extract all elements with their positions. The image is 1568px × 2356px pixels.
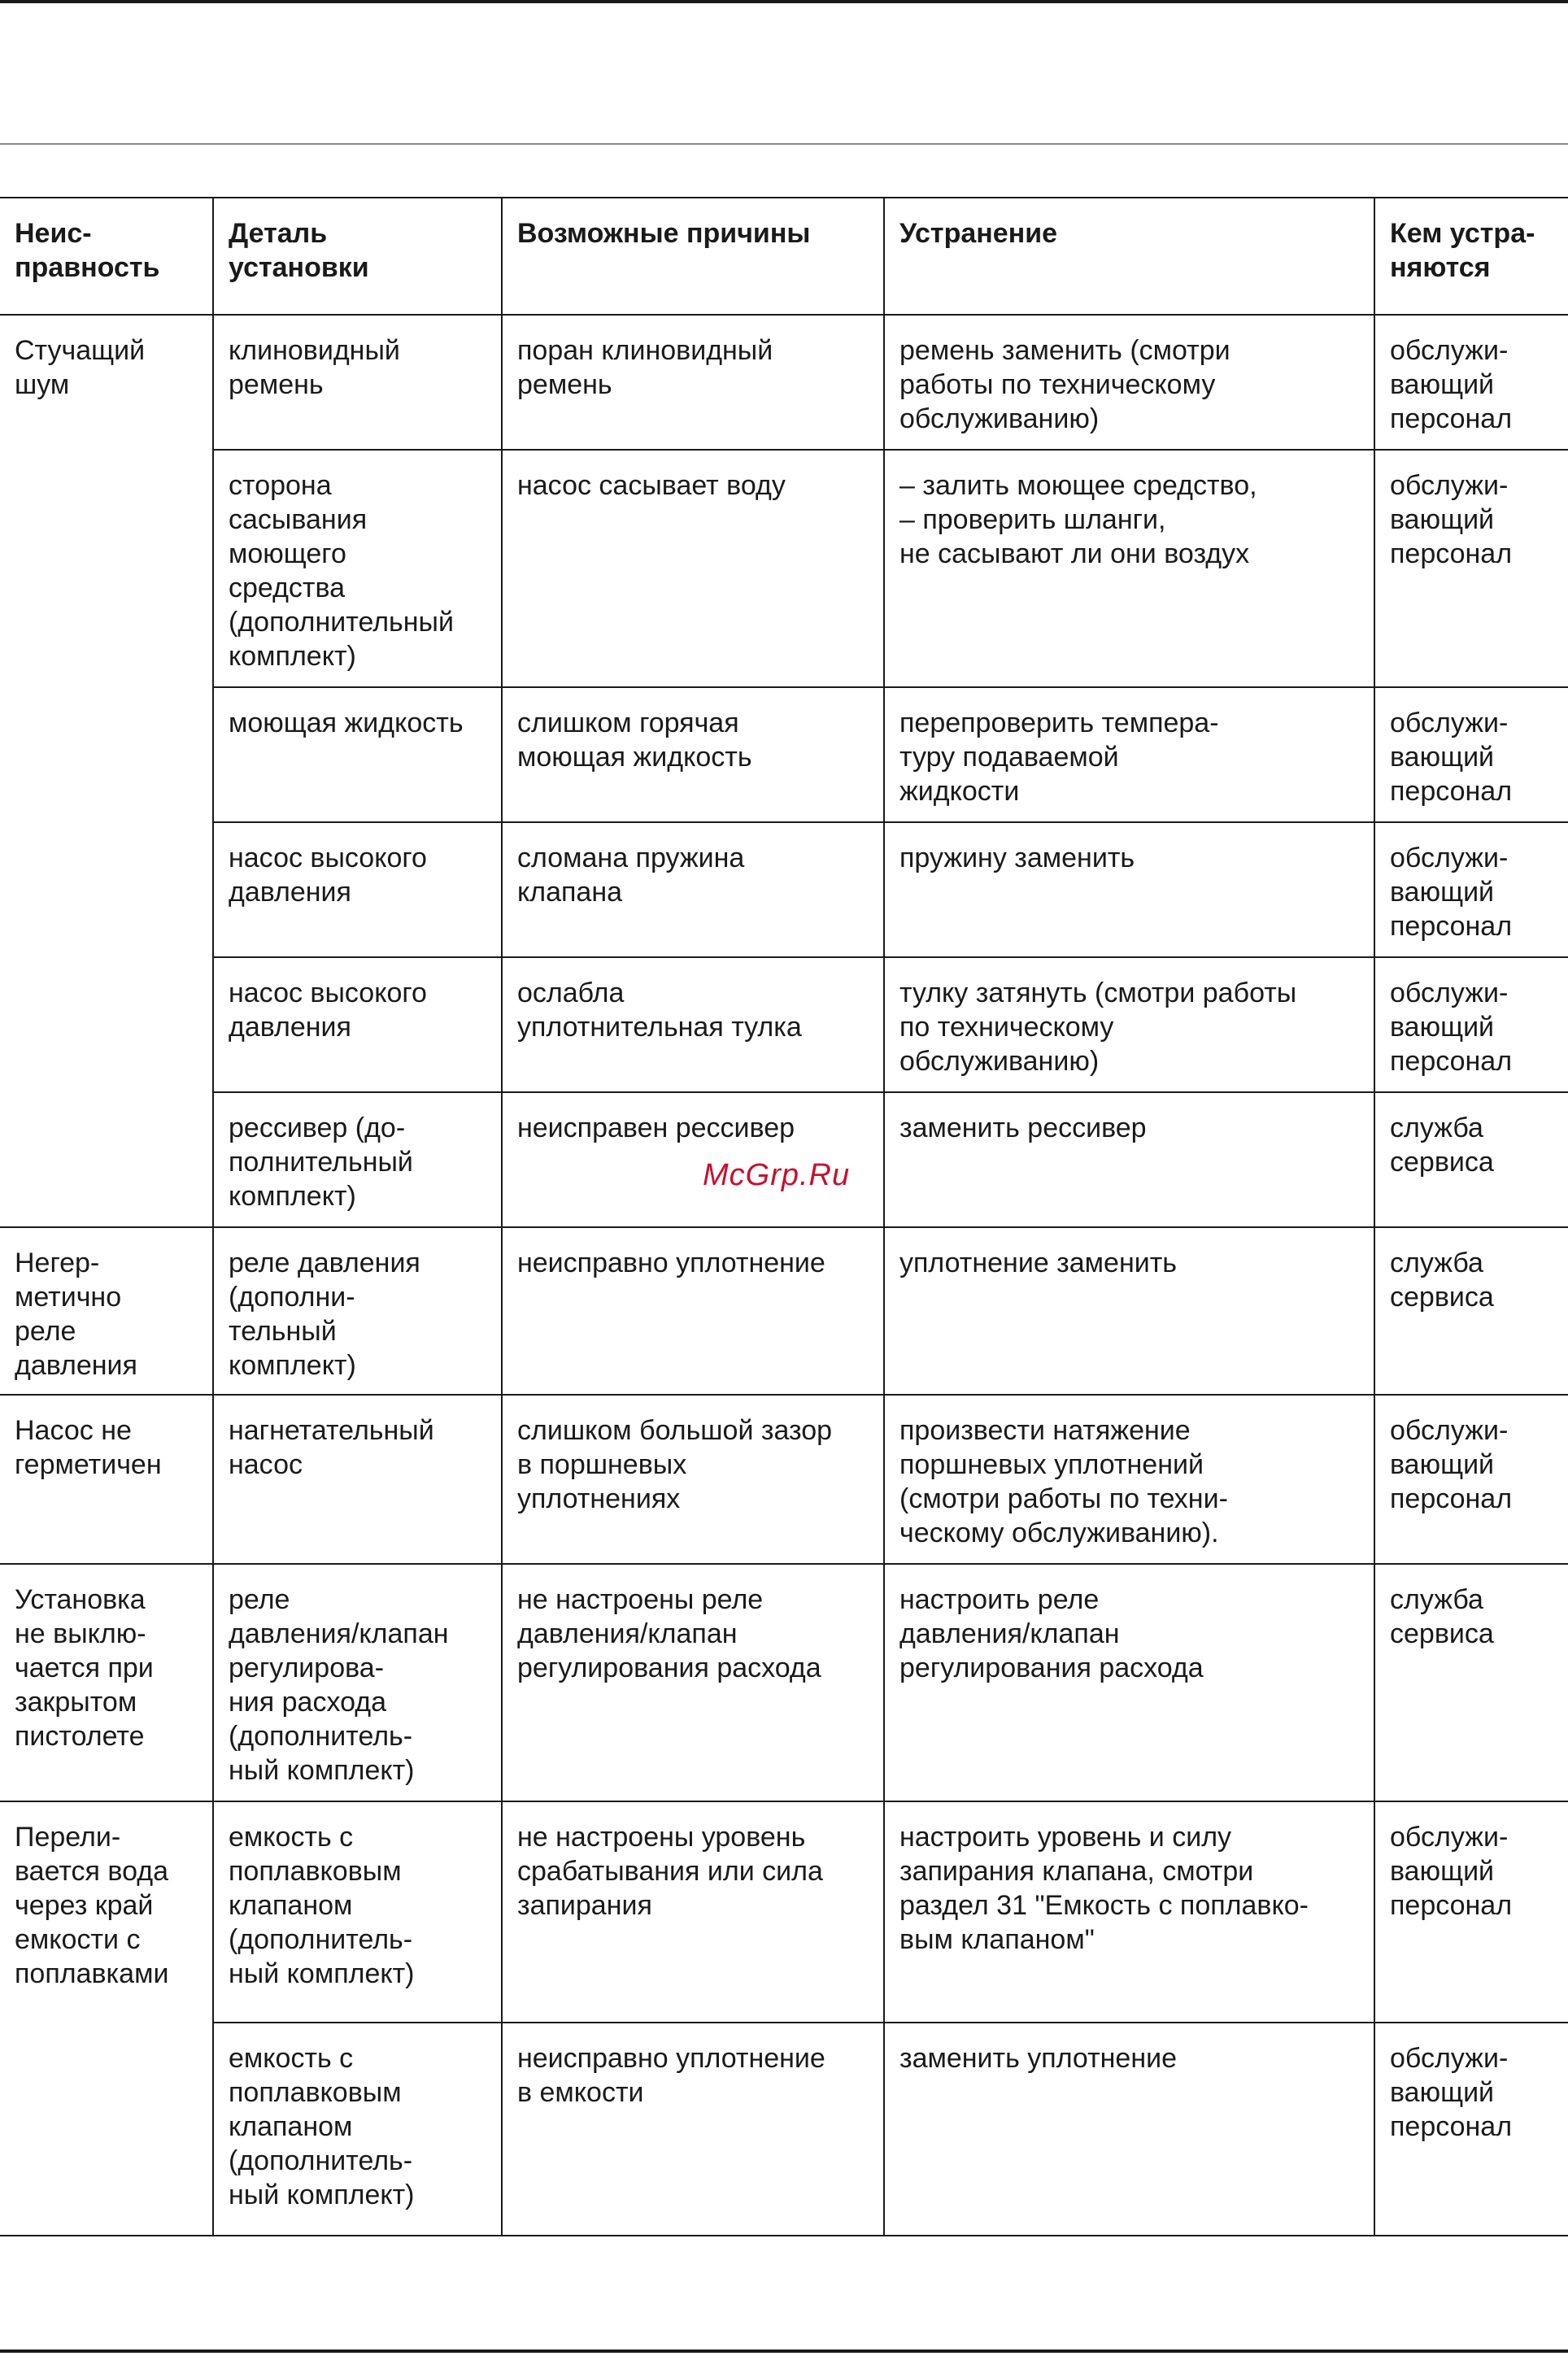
responsible-cell: служба сервиса	[1374, 1564, 1568, 1801]
component-cell: нагнетательный насос	[213, 1395, 502, 1564]
responsible-cell: обслужи- вающий персонал	[1374, 957, 1568, 1092]
remedy-cell: перепроверить темпера- туру подаваемой жидкости	[884, 687, 1374, 822]
component-cell: реле давления/клапан регулирова- ния расхода (дополнитель- ный комплект)	[213, 1564, 502, 1801]
remedy-cell: заменить рессивер	[884, 1092, 1374, 1227]
fault-cell: Установка не выклю- чается при закрытом пистолете	[0, 1564, 213, 1801]
remedy-cell: пружину заменить	[884, 822, 1374, 957]
cause-cell: не настроены реле давления/клапан регулирования расхода	[502, 1564, 884, 1801]
troubleshooting-table	[0, 197, 1568, 2236]
cause-cell: не настроены уровень срабатывания или сила запирания	[502, 1801, 884, 2023]
fault-cell: Стучащий шум	[0, 315, 213, 1227]
responsible-cell: обслужи- вающий персонал	[1374, 315, 1568, 450]
cause-cell: ослабла уплотнительная тулка	[502, 957, 884, 1092]
fault-cell: Негер- метично реле давления	[0, 1227, 213, 1395]
cause-cell: насос сасывает воду	[502, 450, 884, 687]
responsible-cell: служба сервиса	[1374, 1227, 1568, 1395]
component-cell: насос высокого давления	[213, 957, 502, 1092]
watermark-text: McGrp.Ru	[703, 1158, 851, 1192]
remedy-cell: ремень заменить (смотри работы по техническому обслуживанию)	[884, 315, 1374, 450]
header-component: Деталь установки	[213, 198, 502, 315]
cause-cell: слишком большой зазор в поршневых уплотнениях	[502, 1395, 884, 1564]
header-fault: Неис- правность	[0, 198, 213, 315]
component-cell: рессивер (до- полнительный комплект)	[213, 1092, 502, 1227]
table-row	[0, 315, 1568, 450]
table-row	[0, 1801, 1568, 2023]
table-row	[0, 450, 1568, 687]
remedy-cell: настроить уровень и силу запирания клапана, смотри раздел 31 "Емкость с поплавко- вым клапаном"	[884, 1801, 1374, 2023]
header-remedy: Устранение	[884, 198, 1374, 315]
responsible-cell: обслужи- вающий персонал	[1374, 687, 1568, 822]
table-row	[0, 687, 1568, 822]
cause-cell: сломана пружина клапана	[502, 822, 884, 957]
table-row	[0, 1564, 1568, 1801]
remedy-cell: тулку затянуть (смотри работы по техническому обслуживанию)	[884, 957, 1374, 1092]
header-causes: Возможные причины	[502, 198, 884, 315]
responsible-cell: обслужи- вающий персонал	[1374, 822, 1568, 957]
responsible-cell: служба сервиса	[1374, 1092, 1568, 1227]
component-cell: насос высокого давления	[213, 822, 502, 957]
fault-cell: Насос не герметичен	[0, 1395, 213, 1564]
table-row	[0, 1227, 1568, 1395]
top-rule	[0, 0, 1568, 3]
bottom-rule	[0, 2349, 1568, 2353]
table-row	[0, 822, 1568, 957]
fault-cell: Перели- вается вода через край емкости с поплавками	[0, 1801, 213, 2236]
component-cell: емкость с поплавковым клапаном (дополнитель- ный комплект)	[213, 2023, 502, 2236]
responsible-cell: обслужи- вающий персонал	[1374, 2023, 1568, 2236]
table-row	[0, 2023, 1568, 2236]
cause-cell: неисправен рессивер	[502, 1092, 884, 1227]
remedy-cell: произвести натяжение поршневых уплотнений (смотри работы по техни- ческому обслуживанию).	[884, 1395, 1374, 1564]
header-responsible: Кем устра- няются	[1374, 198, 1568, 315]
responsible-cell: обслужи- вающий персонал	[1374, 450, 1568, 687]
remedy-cell: заменить уплотнение	[884, 2023, 1374, 2236]
component-cell: реле давления (дополни- тельный комплект)	[213, 1227, 502, 1395]
component-cell: сторона сасывания моющего средства (дополнительный комплект)	[213, 450, 502, 687]
header-divider	[0, 143, 1568, 145]
remedy-cell: – залить моющее средство, – проверить шланги, не сасывают ли они воздух	[884, 450, 1374, 687]
component-cell: моющая жидкость	[213, 687, 502, 822]
cause-cell: поран клиновидный ремень	[502, 315, 884, 450]
component-cell: емкость с поплавковым клапаном (дополнитель- ный комплект)	[213, 1801, 502, 2023]
table-header-row	[0, 198, 1568, 315]
component-cell: клиновидный ремень	[213, 315, 502, 450]
table-row	[0, 957, 1568, 1092]
responsible-cell: обслужи- вающий персонал	[1374, 1395, 1568, 1564]
table-row	[0, 1395, 1568, 1564]
cause-cell: неисправно уплотнение	[502, 1227, 884, 1395]
remedy-cell: настроить реле давления/клапан регулирования расхода	[884, 1564, 1374, 1801]
cause-cell: неисправно уплотнение в емкости	[502, 2023, 884, 2236]
responsible-cell: обслужи- вающий персонал	[1374, 1801, 1568, 2023]
remedy-cell: уплотнение заменить	[884, 1227, 1374, 1395]
cause-cell: слишком горячая моющая жидкость	[502, 687, 884, 822]
